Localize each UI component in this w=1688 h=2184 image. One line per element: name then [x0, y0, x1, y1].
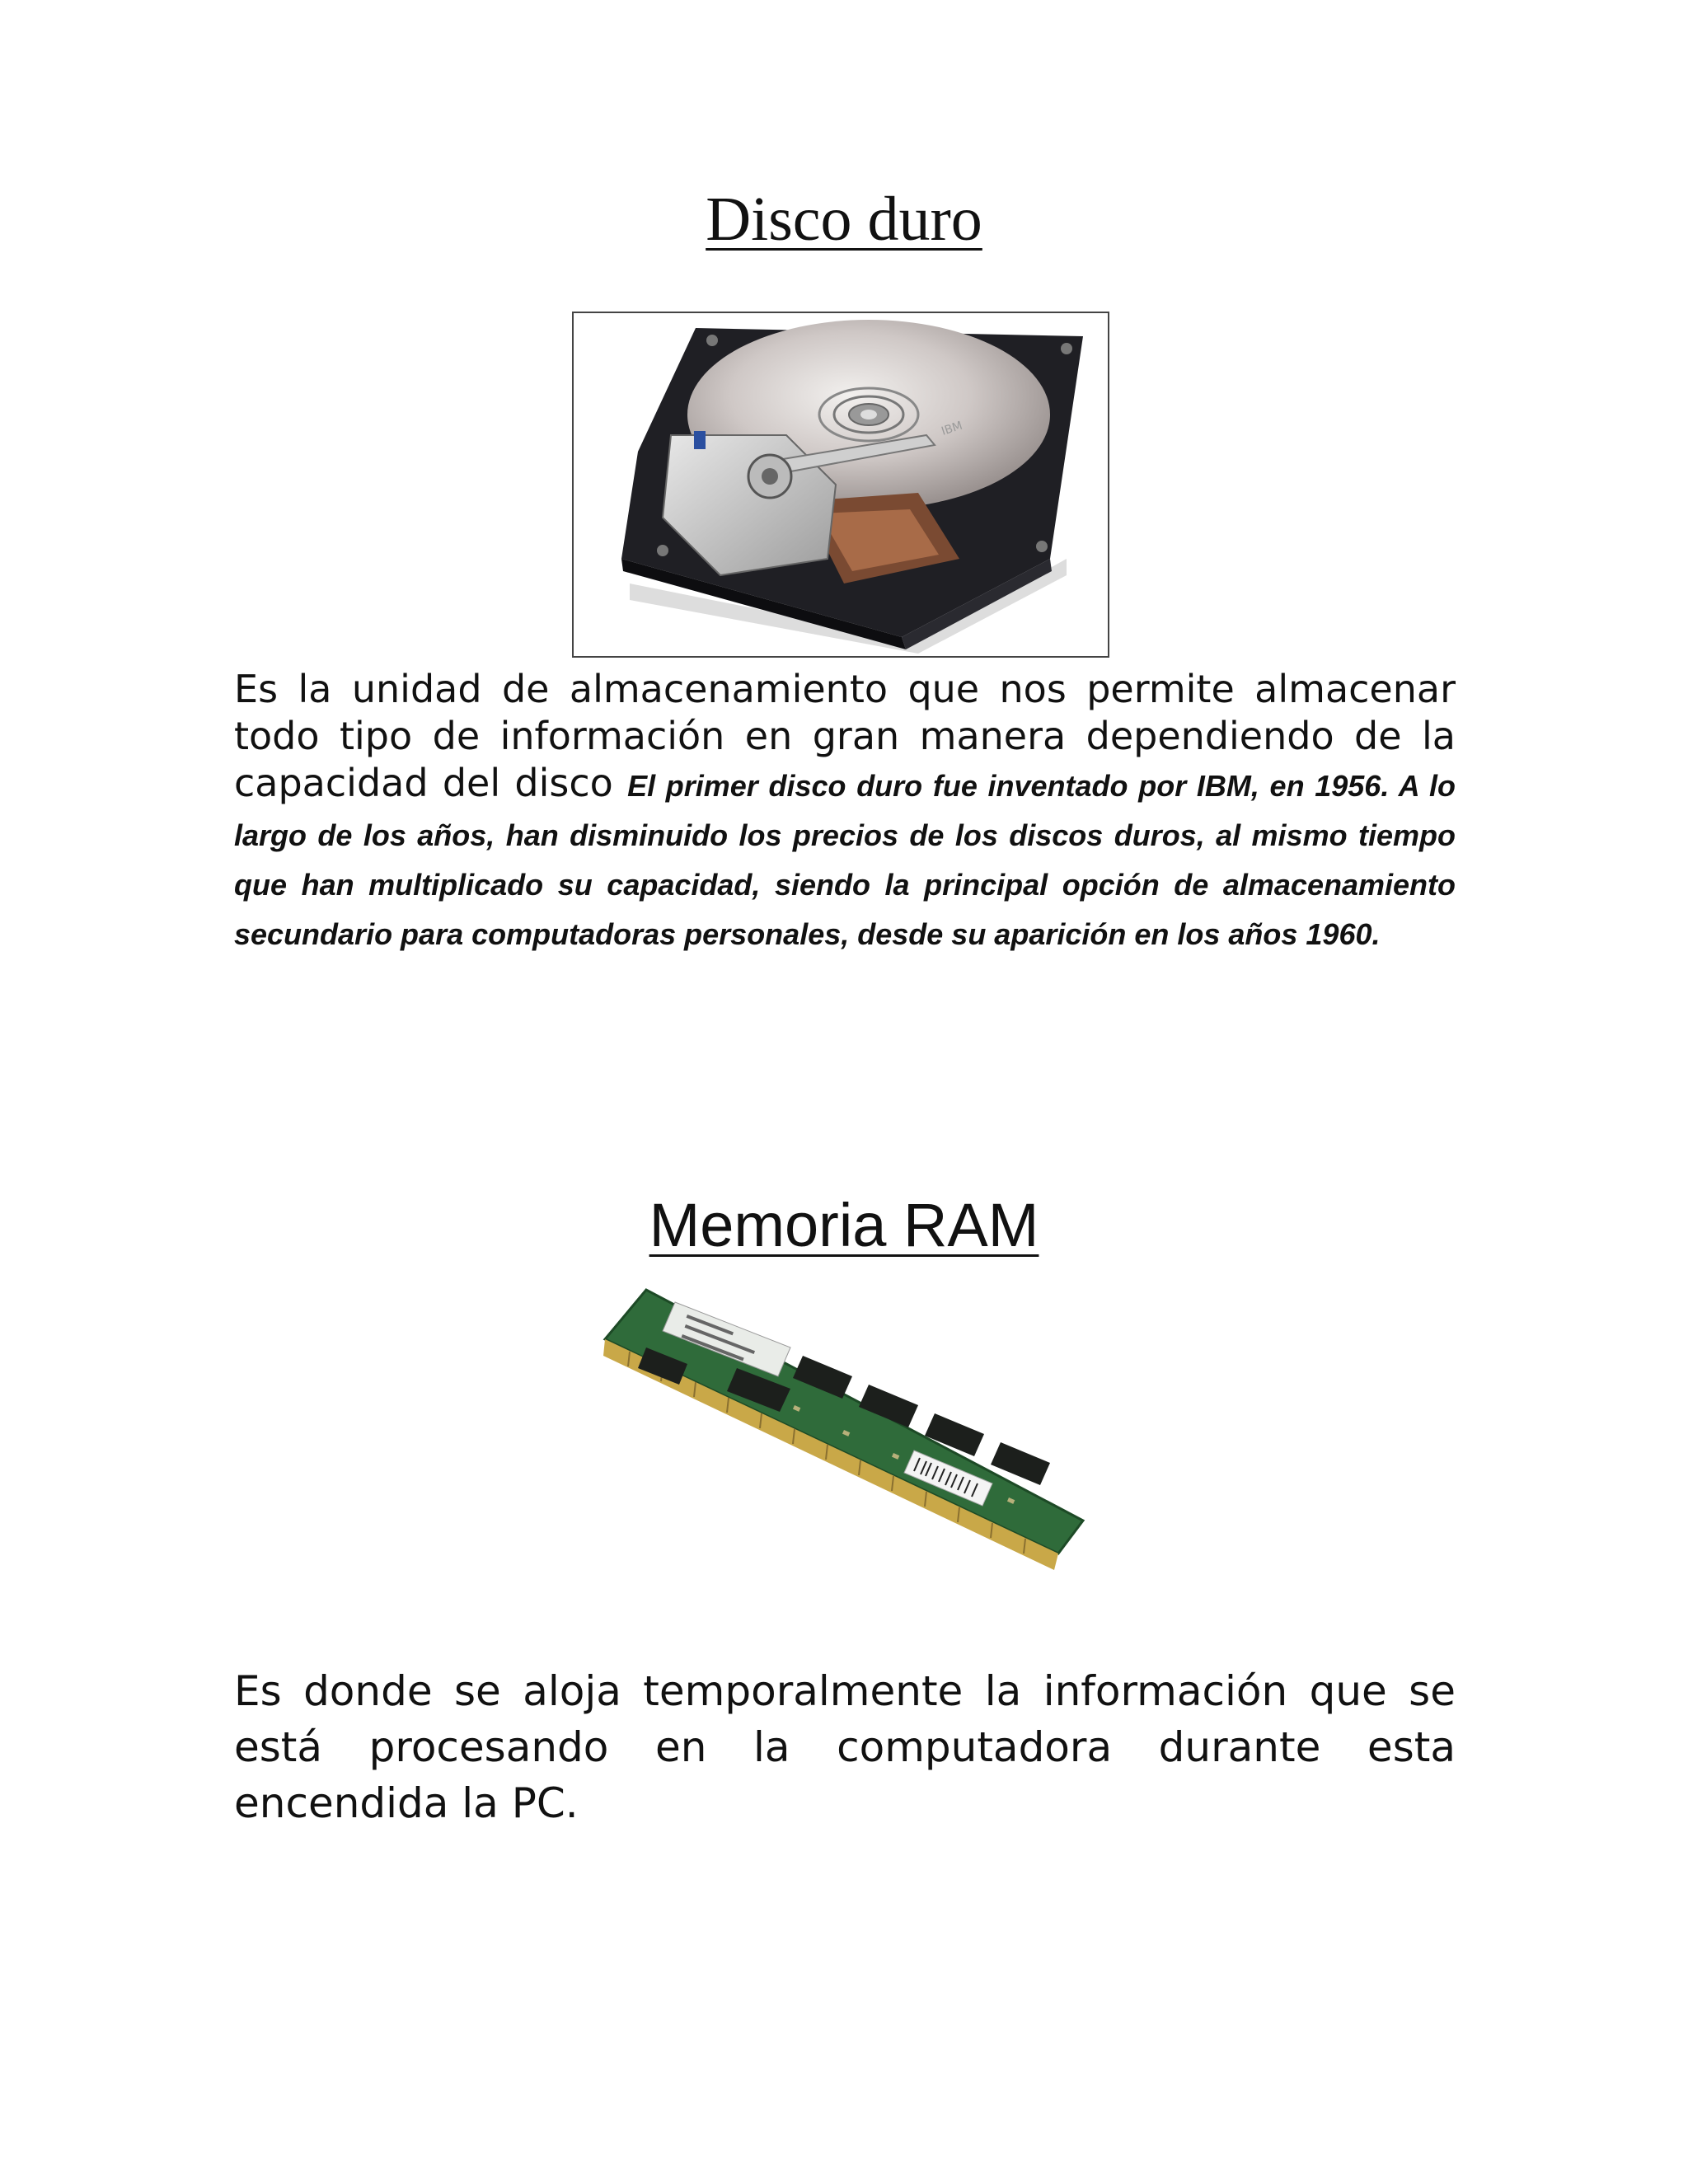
section1-text-emphasis: El primer disco duro fue inventado por IBM, en 1956. A lo largo de los años, han disminuido los precios de los discos duros, al mismo tiempo que han multiplicado su capacidad, siendo la principal opción de almacenamiento secundario para computadoras personales, desde su aparición en los años 1960. — [234, 769, 1456, 951]
section-title-disco-duro — [0, 185, 1688, 254]
section2-paragraph: Es donde se aloja temporalmente la información que se está procesando en la computadora durante esta encendida la PC. — [234, 1667, 1456, 1827]
section1-paragraph — [234, 666, 1456, 958]
section-title-text: Memoria RAM — [649, 1191, 1039, 1259]
hard-disk-image — [572, 312, 1109, 658]
ram-module-image — [597, 1273, 1091, 1619]
svg-text:IBM: IBM — [940, 419, 964, 438]
section-title-memoria-ram — [0, 1191, 1688, 1259]
section1-text-regular: Es la unidad de almacenamiento que nos permite almacenar todo tipo de información en gran manera dependiendo de la capacidad del disco — [234, 667, 1456, 805]
section-title-text: Disco duro — [706, 185, 982, 254]
